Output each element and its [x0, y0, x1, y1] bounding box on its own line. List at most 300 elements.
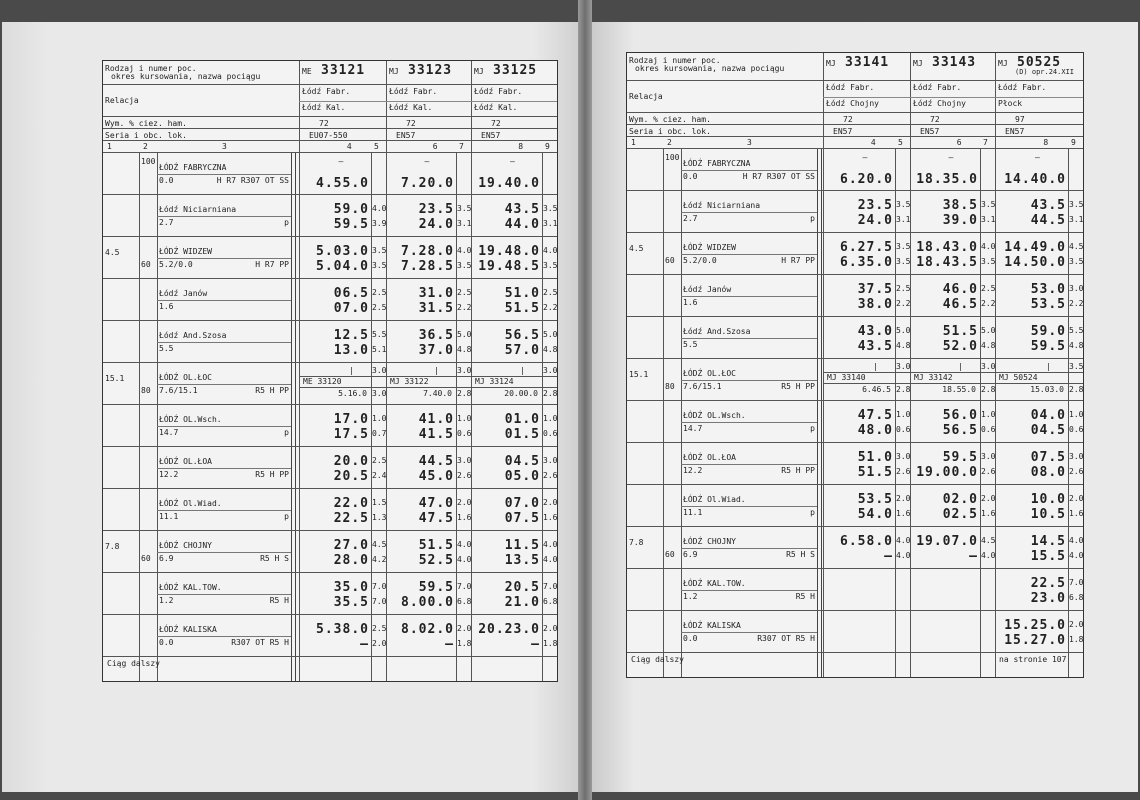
dash-value: — — [510, 157, 515, 166]
arrival-time: 07.0 — [504, 496, 540, 511]
train-number: 33123 — [408, 63, 453, 78]
change-rule-2 — [471, 387, 557, 388]
arrival-time: 06.5 — [333, 286, 369, 301]
arrival-time: 07.5 — [1030, 450, 1066, 465]
run-time-2: 4.8 — [457, 345, 472, 354]
arrival-time: 10.0 — [1030, 492, 1066, 507]
run-time: 2.5 — [896, 284, 911, 293]
run-time-2: 1.3 — [372, 513, 387, 522]
departure-time: 19.48.5 — [478, 259, 540, 274]
column-number: 4 — [346, 142, 352, 151]
train-number: 33121 — [321, 63, 366, 78]
connecting-time: 18.55.0 — [942, 385, 976, 394]
departure-time: 14.50.0 — [1004, 255, 1066, 270]
run-time-2: 2.4 — [372, 471, 387, 480]
train-prefix: ME — [302, 67, 312, 76]
arrival-time: 02.0 — [942, 492, 978, 507]
station-row-rule — [103, 572, 557, 573]
departure-time: 43.5 — [857, 339, 893, 354]
km-value: 7.8 — [105, 542, 120, 551]
departure-time: — — [445, 637, 454, 652]
run-time: 3.0 — [981, 452, 996, 461]
column-number: 8 — [1043, 138, 1049, 147]
run-time-2: 5.1 — [372, 345, 387, 354]
brake-label: Wym. % ciez. ham. — [105, 119, 187, 128]
run-time-2: 0.6 — [896, 425, 911, 434]
run-time-2: 3.1 — [1069, 215, 1084, 224]
column-number: 5 — [898, 138, 903, 147]
station-notes: R307 OT R5 H — [231, 638, 289, 647]
run-time: 4.0 — [896, 536, 911, 545]
station-row-mid — [157, 552, 291, 553]
run-time: 2.0 — [543, 624, 558, 633]
train-prefix: MJ — [474, 67, 484, 76]
run-time: 2.0 — [896, 494, 911, 503]
run-time: 3.0 — [981, 362, 996, 371]
run-time-2: 3.1 — [981, 215, 996, 224]
run-time: 2.0 — [457, 498, 472, 507]
station-row-rule — [627, 442, 1083, 443]
pass-mark: | — [873, 362, 878, 371]
run-time: 3.0 — [896, 362, 911, 371]
station-km: 0.0 — [683, 172, 698, 181]
column-number: 3 — [222, 142, 227, 151]
run-time-2: 3.5 — [981, 257, 996, 266]
run-time: 1.0 — [981, 410, 996, 419]
column-number: 4 — [870, 138, 876, 147]
speed-value: 80 — [665, 382, 675, 391]
train-extra: (D) opr.24.XII — [1015, 68, 1075, 76]
run-time-2: 3.9 — [372, 219, 387, 228]
run-time-2: 4.0 — [896, 551, 911, 560]
run-time-2: 2.6 — [1069, 467, 1084, 476]
arrival-time: 47.5 — [857, 408, 893, 423]
connecting-run: 2.8 — [543, 389, 558, 398]
station-name: ŁÓDŹ OL.ŁOC — [683, 369, 736, 378]
arrival-time: 41.0 — [418, 412, 454, 427]
run-time: 5.5 — [372, 330, 387, 339]
run-time: 4.5 — [1069, 242, 1084, 251]
departure-time: 19.40.0 — [478, 176, 540, 191]
dash-value: — — [1035, 153, 1040, 162]
footer-note: na stronie 107 — [999, 655, 1067, 664]
footer-continued: Ciąg dalszy — [631, 655, 684, 664]
connecting-train: MJ 33124 — [475, 377, 514, 386]
change-rule-2 — [386, 387, 471, 388]
station-km: 0.0 — [683, 634, 698, 643]
station-name: ŁÓDŹ Ol.Wiad. — [683, 495, 746, 504]
arrival-time: 59.0 — [1030, 324, 1066, 339]
departure-time: 15.27.0 — [1004, 633, 1066, 648]
run-time-2: 1.6 — [457, 513, 472, 522]
station-km: 2.7 — [683, 214, 698, 223]
train-prefix: MJ — [826, 59, 836, 68]
departure-time: 02.5 — [942, 507, 978, 522]
departure-time: 56.5 — [942, 423, 978, 438]
station-row-rule — [103, 446, 557, 447]
column-number: 1 — [631, 138, 636, 147]
station-notes: R5 H PP — [781, 466, 815, 475]
column-number: 8 — [518, 142, 524, 151]
loco-value: EN57 — [1005, 127, 1025, 136]
run-time: 4.0 — [457, 246, 472, 255]
relation-to: Łódź Kal. — [389, 103, 433, 112]
connecting-run: 3.0 — [372, 389, 387, 398]
loco-label: Seria i obc. lok. — [629, 127, 711, 136]
run-time-2: 4.0 — [543, 555, 558, 564]
km-value: 15.1 — [629, 370, 649, 379]
run-time-2: 1.8 — [1069, 635, 1084, 644]
run-time: 2.0 — [543, 498, 558, 507]
arrival-time: 5.38.0 — [316, 622, 369, 637]
run-time-2: 2.2 — [896, 299, 911, 308]
station-row-mid — [681, 170, 817, 171]
arrival-time: 12.5 — [333, 328, 369, 343]
arrival-time: 46.0 — [942, 282, 978, 297]
run-time-2: 3.5 — [457, 261, 472, 270]
departure-time: 44.5 — [1030, 213, 1066, 228]
arrival-time: 37.5 — [857, 282, 893, 297]
run-time: 3.5 — [543, 204, 558, 213]
run-time: 1.0 — [1069, 410, 1084, 419]
station-name: Łódź Janów — [159, 289, 208, 298]
departure-time: 20.5 — [333, 469, 369, 484]
run-time-2: 4.8 — [1069, 341, 1084, 350]
column-number: 5 — [374, 142, 379, 151]
departure-time: 19.00.0 — [916, 465, 978, 480]
arrival-time: 5.03.0 — [316, 244, 369, 259]
relation-to: Łódź Kal. — [302, 103, 346, 112]
train-prefix: MJ — [389, 67, 399, 76]
station-km: 1.2 — [159, 596, 174, 605]
arrival-time: 59.5 — [942, 450, 978, 465]
departure-time: 51.5 — [857, 465, 893, 480]
pass-mark: | — [520, 366, 525, 375]
run-time: 3.0 — [457, 366, 472, 375]
arrival-time: 19.07.0 — [916, 534, 978, 549]
station-row-mid — [681, 590, 817, 591]
run-time: 2.0 — [1069, 494, 1084, 503]
station-name: Łódź Janów — [683, 285, 732, 294]
kind-label-2: okres kursowania, nazwa pociągu — [111, 72, 261, 81]
run-time: 5.0 — [457, 330, 472, 339]
loco-label: Seria i obc. lok. — [105, 131, 187, 140]
station-km: 1.2 — [683, 592, 698, 601]
station-km: 14.7 — [159, 428, 179, 437]
km-value: 4.5 — [105, 248, 120, 257]
station-row-mid — [681, 548, 817, 549]
speed-value: 100 — [665, 153, 680, 162]
run-time-2: 4.8 — [981, 341, 996, 350]
arrival-time: 23.5 — [418, 202, 454, 217]
run-time: 5.0 — [896, 326, 911, 335]
pass-mark: | — [434, 366, 439, 375]
station-km: 6.9 — [683, 550, 698, 559]
station-notes: R5 H PP — [255, 386, 289, 395]
station-row-rule — [627, 526, 1083, 527]
run-time: 7.0 — [1069, 578, 1084, 587]
brake-value: 72 — [319, 119, 329, 128]
brake-value: 72 — [843, 115, 853, 124]
loco-value: EN57 — [481, 131, 501, 140]
right-timetable — [626, 52, 1084, 678]
km-value: 15.1 — [105, 374, 125, 383]
station-row-mid — [157, 258, 291, 259]
station-name: ŁÓDŹ OL.Wsch. — [683, 411, 746, 420]
relation-from: Łódź Fabr. — [998, 83, 1047, 92]
departure-time: 28.0 — [333, 553, 369, 568]
run-time-2: 2.6 — [457, 471, 472, 480]
station-row-mid — [681, 464, 817, 465]
station-notes: H R7 PP — [255, 260, 289, 269]
station-row-rule — [627, 652, 1083, 653]
station-notes: p — [810, 508, 815, 517]
connecting-train: MJ 50524 — [999, 373, 1038, 382]
book-gutter — [578, 0, 592, 800]
run-time-2: 3.1 — [457, 219, 472, 228]
speed-column-divider — [157, 153, 158, 681]
departure-time: 04.5 — [1030, 423, 1066, 438]
station-row-mid — [157, 468, 291, 469]
run-time-2: 0.6 — [543, 429, 558, 438]
arrival-time: 51.5 — [418, 538, 454, 553]
station-row-rule — [627, 400, 1083, 401]
column-number: 6 — [432, 142, 438, 151]
run-time: 2.5 — [372, 288, 387, 297]
station-row-rule — [627, 232, 1083, 233]
departure-time: 38.0 — [857, 297, 893, 312]
arrival-time: 35.0 — [333, 580, 369, 595]
run-time-2: 2.6 — [543, 471, 558, 480]
station-km: 5.2/0.0 — [683, 256, 717, 265]
departure-time: 59.5 — [1030, 339, 1066, 354]
run-time-2: 3.5 — [372, 261, 387, 270]
station-name: ŁÓDŹ KAL.TOW. — [683, 579, 746, 588]
run-time: 4.0 — [1069, 536, 1084, 545]
arrival-time: 22.5 — [1030, 576, 1066, 591]
run-time: 3.0 — [543, 456, 558, 465]
arrival-time: 8.02.0 — [401, 622, 454, 637]
station-name: ŁÓDŹ CHOJNY — [683, 537, 736, 546]
run-time: 7.0 — [372, 582, 387, 591]
arrival-time: 59.5 — [418, 580, 454, 595]
run-time: 4.0 — [543, 246, 558, 255]
run-time-2: 3.5 — [1069, 257, 1084, 266]
station-row-mid — [157, 636, 291, 637]
train-number: 33143 — [932, 55, 977, 70]
departure-time: 31.5 — [418, 301, 454, 316]
station-row-mid — [157, 174, 291, 175]
kind-label: Rodzaj i numer poc. — [629, 56, 721, 65]
run-time: 3.0 — [372, 366, 387, 375]
run-time: 2.5 — [372, 456, 387, 465]
run-time: 3.5 — [1069, 200, 1084, 209]
run-time: 2.5 — [543, 288, 558, 297]
arrival-time: 15.25.0 — [1004, 618, 1066, 633]
brake-value: 72 — [406, 119, 416, 128]
arrival-time: 59.0 — [333, 202, 369, 217]
run-time-2: 2.6 — [896, 467, 911, 476]
run-time: 1.5 — [372, 498, 387, 507]
header-rule — [103, 116, 557, 117]
station-row-rule — [627, 484, 1083, 485]
run-time: 3.0 — [896, 452, 911, 461]
station-km: 11.1 — [159, 512, 179, 521]
connecting-time: 6.46.5 — [862, 385, 891, 394]
train-number: 33141 — [845, 55, 890, 70]
station-km: 11.1 — [683, 508, 703, 517]
departure-time: 41.5 — [418, 427, 454, 442]
station-row-mid — [157, 300, 291, 301]
run-time-2: 4.8 — [543, 345, 558, 354]
loco-value: EN57 — [920, 127, 940, 136]
departure-time: 21.0 — [504, 595, 540, 610]
arrival-time: 20.5 — [504, 580, 540, 595]
change-rule-2 — [910, 383, 995, 384]
station-name: ŁÓDŹ FABRYCZNA — [159, 163, 227, 172]
run-time-2: 4.0 — [1069, 551, 1084, 560]
run-time-2: 6.8 — [543, 597, 558, 606]
station-name: ŁÓDŹ KAL.TOW. — [159, 583, 222, 592]
column-number: 2 — [667, 138, 672, 147]
arrival-time: 01.0 — [504, 412, 540, 427]
station-notes: p — [284, 512, 289, 521]
run-time: 5.0 — [543, 330, 558, 339]
station-km: 5.2/0.0 — [159, 260, 193, 269]
relation-from: Łódź Fabr. — [913, 83, 962, 92]
station-name: Łódź Niciarniana — [683, 201, 761, 210]
run-time: 3.5 — [372, 246, 387, 255]
departure-time: 48.0 — [857, 423, 893, 438]
relation-mid-rule — [823, 97, 1083, 98]
station-row-mid — [681, 380, 817, 381]
departure-time: 07.5 — [504, 511, 540, 526]
arrival-time: 20.0 — [333, 454, 369, 469]
station-row-rule — [627, 610, 1083, 611]
connecting-train: ME 33120 — [303, 377, 342, 386]
run-time: 4.0 — [372, 204, 387, 213]
run-time: 5.0 — [981, 326, 996, 335]
run-time: 2.0 — [981, 494, 996, 503]
run-time: 1.0 — [896, 410, 911, 419]
relation-from: Łódź Fabr. — [389, 87, 438, 96]
station-notes: R5 H S — [786, 550, 815, 559]
station-km: 5.5 — [683, 340, 698, 349]
departure-time: 07.0 — [333, 301, 369, 316]
run-time: 2.5 — [457, 288, 472, 297]
run-time-2: 1.6 — [896, 509, 911, 518]
departure-time: 57.0 — [504, 343, 540, 358]
arrival-time: 38.5 — [942, 198, 978, 213]
brake-value: 97 — [1015, 115, 1025, 124]
station-row-mid — [157, 510, 291, 511]
station-row-rule — [627, 190, 1083, 191]
station-row-mid — [157, 384, 291, 385]
run-time: 2.5 — [372, 624, 387, 633]
run-time-2: 2.5 — [372, 303, 387, 312]
run-time-2: 1.6 — [543, 513, 558, 522]
station-notes: H R7 PP — [781, 256, 815, 265]
arrival-time: 47.0 — [418, 496, 454, 511]
station-row-rule — [103, 236, 557, 237]
station-row-rule — [103, 194, 557, 195]
train-prefix: MJ — [998, 59, 1008, 68]
departure-time: 59.5 — [333, 217, 369, 232]
run-time: 4.5 — [981, 536, 996, 545]
run-time-2: 0.6 — [981, 425, 996, 434]
column-number: 1 — [107, 142, 112, 151]
station-km: 0.0 — [159, 176, 174, 185]
column-number: 9 — [1071, 138, 1076, 147]
run-time-2: 2.6 — [981, 467, 996, 476]
station-notes: R5 H — [795, 592, 815, 601]
km-value: 7.8 — [629, 538, 644, 547]
arrival-time: 20.23.0 — [478, 622, 540, 637]
run-time-2: 4.0 — [981, 551, 996, 560]
column-number: 9 — [545, 142, 550, 151]
departure-time: 4.55.0 — [316, 176, 369, 191]
train-number: 33125 — [493, 63, 538, 78]
header-rule — [627, 80, 1083, 81]
train-column-divider — [823, 53, 824, 677]
dash-value: — — [338, 157, 344, 166]
departure-time: 08.0 — [1030, 465, 1066, 480]
km-column-divider — [663, 149, 664, 677]
loco-value: EN57 — [833, 127, 853, 136]
station-km: 6.9 — [159, 554, 174, 563]
header-rule — [627, 112, 1083, 113]
station-km: 1.6 — [159, 302, 174, 311]
arrival-time: 11.5 — [504, 538, 540, 553]
run-time: 2.0 — [457, 624, 472, 633]
run-time-2: 3.5 — [896, 257, 911, 266]
station-row-rule — [103, 278, 557, 279]
station-notes: R307 OT R5 H — [757, 634, 815, 643]
relation-label: Relacja — [105, 96, 139, 105]
change-rule-2 — [823, 383, 910, 384]
arrival-time: 22.0 — [333, 496, 369, 511]
connecting-time: 20.00.0 — [504, 389, 538, 398]
relation-label: Relacja — [629, 92, 663, 101]
departure-time: 44.0 — [504, 217, 540, 232]
brake-value: 72 — [491, 119, 501, 128]
left-timetable — [102, 60, 558, 682]
departure-time: 53.5 — [1030, 297, 1066, 312]
footer-continued: Ciąg dalszy — [107, 659, 160, 668]
departure-time: 23.0 — [1030, 591, 1066, 606]
header-rule — [627, 148, 1083, 149]
arrival-time: 53.5 — [857, 492, 893, 507]
run-time-2: 2.2 — [543, 303, 558, 312]
speed-value: 60 — [141, 554, 151, 563]
arrival-time: 17.0 — [333, 412, 369, 427]
run-time: 4.0 — [543, 540, 558, 549]
departure-time: 5.04.0 — [316, 259, 369, 274]
departure-time: 54.0 — [857, 507, 893, 522]
departure-time: 13.0 — [333, 343, 369, 358]
relation-from: Łódź Fabr. — [302, 87, 351, 96]
connecting-train: MJ 33142 — [914, 373, 953, 382]
station-notes: R5 H — [269, 596, 289, 605]
run-time-2: 4.8 — [896, 341, 911, 350]
run-time-2: 2.2 — [981, 299, 996, 308]
connecting-run: 2.8 — [1069, 385, 1084, 394]
station-name: ŁÓDŹ OL.ŁOC — [159, 373, 212, 382]
station-notes: R5 H S — [260, 554, 289, 563]
departure-time: 52.5 — [418, 553, 454, 568]
arrival-time: 14.49.0 — [1004, 240, 1066, 255]
run-time: 3.5 — [981, 200, 996, 209]
